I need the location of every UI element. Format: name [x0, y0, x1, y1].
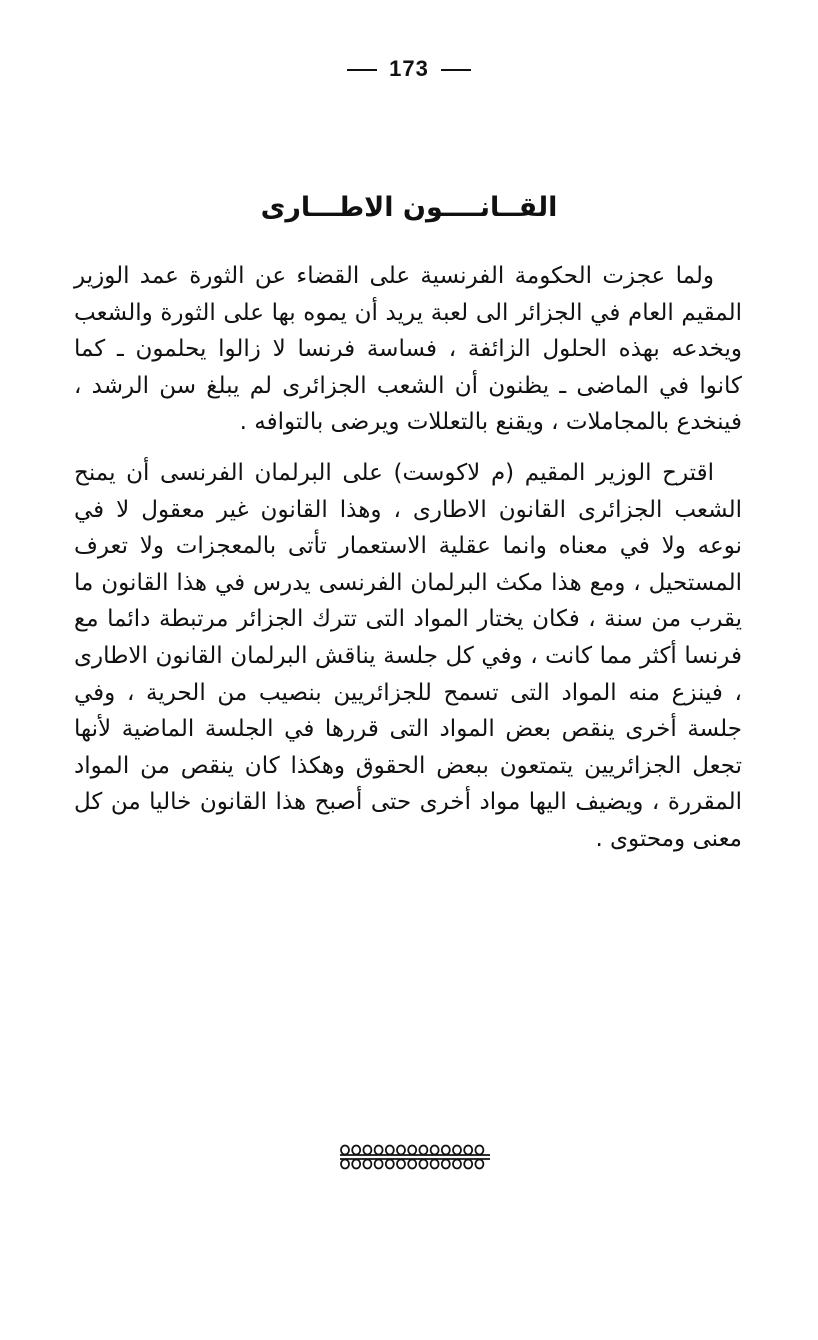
ornament-loop	[431, 1146, 439, 1155]
ornament-loop	[431, 1160, 439, 1169]
paragraph-2: اقترح الوزير المقيم (م لاكوست) على البرلمان الفرنسى أن يمنح الشعب الجزائرى القانون الاطارى ، وهذا القانون غير معقول لا في نوعه ولا في معناه وانما عقلية الاستعمار تأتى بالمعجزات ولا تعرف المستحيل ، ومع هذا مكث البرلمان الفرنسى يدرس في هذا القانون ما يقرب من سنة ، فكان يختار المواد التى تترك الجزائر مرتبطة دائما مع فرنسا أكثر مما كانت ، وفي كل جلسة يناقش البرلمان القانون الاطارى ، فينزع منه المواد التى تسمح للجزائريين بنصيب من الحرية ، وفي جلسة أخرى ينقص بعض المواد التى قررها في الجلسة الماضية لأنها تجعل الجزائريين يتمتعون ببعض الحقوق وهكذا كان ينقص من المواد المقررة ، ويضيف اليها مواد أخرى حتى أصبح هذا القانون خاليا من كل معنى ومحتوى .	[74, 459, 742, 852]
body-text	[74, 258, 742, 858]
section-title: القــانــــون الاطـــارى	[260, 192, 558, 223]
ornament-loop	[475, 1160, 483, 1169]
ornament-loop	[341, 1160, 349, 1169]
page-number-right-dash	[441, 69, 471, 71]
ornament-loop	[453, 1160, 461, 1169]
loops-ornament-icon	[337, 1142, 497, 1172]
ornament-loop	[341, 1146, 349, 1155]
ornament-loop	[352, 1160, 360, 1169]
ornament-loop	[464, 1146, 472, 1155]
ornament-loop	[386, 1146, 394, 1155]
ornament-loop	[453, 1146, 461, 1155]
ornament-loop	[397, 1146, 405, 1155]
ornament-loop	[352, 1146, 360, 1155]
page-number-value: 173	[389, 56, 429, 81]
ornament-loop	[442, 1146, 450, 1155]
ornament-loop	[363, 1146, 371, 1155]
ornament-loop	[442, 1160, 450, 1169]
page-number	[0, 56, 818, 82]
ornament-loop	[464, 1160, 472, 1169]
ornament-loop	[386, 1160, 394, 1169]
ornament-loop	[375, 1146, 383, 1155]
ornament-loop	[419, 1160, 427, 1169]
page-number-left-dash	[347, 69, 377, 71]
ornament-loop	[408, 1160, 416, 1169]
ornament-loop	[397, 1160, 405, 1169]
ornament-loop	[375, 1160, 383, 1169]
paragraph-1: ولما عجزت الحكومة الفرنسية على القضاء عن الثورة عمد الوزير المقيم العام في الجزائر الى لعبة يريد أن يموه بها على الثورة والشعب ويخدعه بهذه الحلول الزائفة ، فساسة فرنسا لا زالوا يحلمون ـ كما كانوا في الماضى ـ يظنون أن الشعب الجزائرى لم يبلغ سن الرشد ، فينخدع بالمجاملات ، ويقنع بالتعللات ويرضى بالتوافه .	[74, 263, 742, 436]
ornament-loop	[363, 1160, 371, 1169]
ornament-loop	[408, 1146, 416, 1155]
ornament-loop	[419, 1146, 427, 1155]
ornament-loop	[475, 1146, 483, 1155]
